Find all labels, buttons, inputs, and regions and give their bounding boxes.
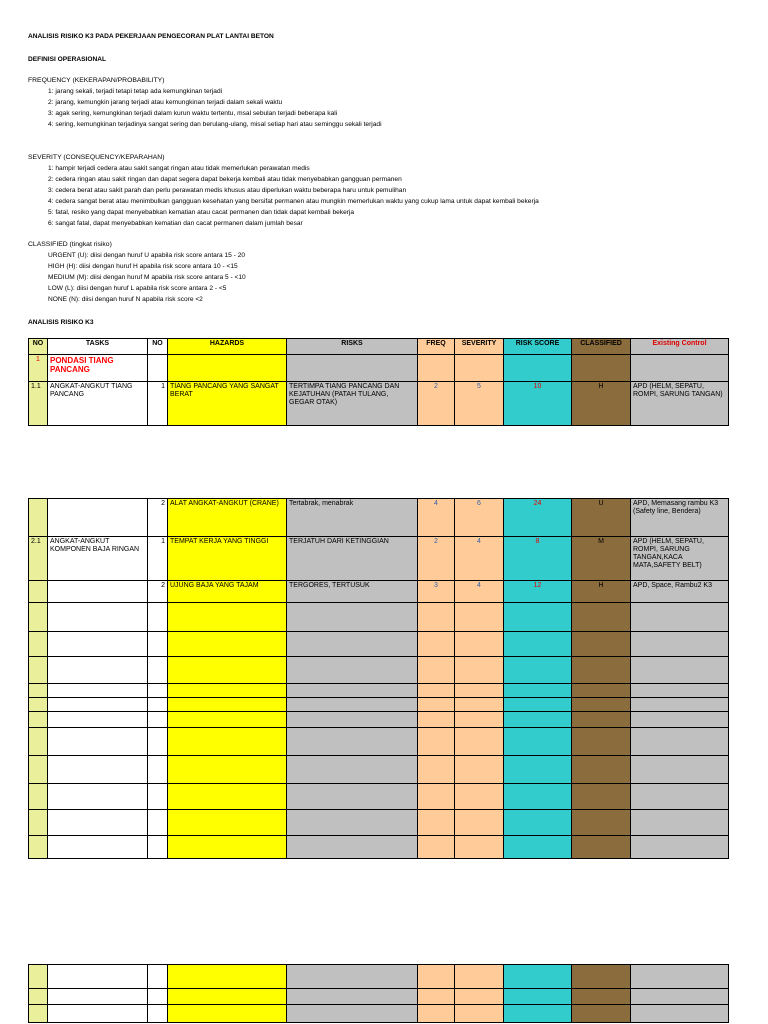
cell-risk [287, 728, 418, 756]
cell-control [631, 603, 729, 632]
cell-no2 [148, 603, 168, 632]
table-row-empty [29, 836, 729, 859]
cell-severity [455, 756, 504, 784]
cell-no [29, 698, 48, 712]
cell-no2 [148, 684, 168, 698]
cell-control [631, 965, 729, 989]
frequency-item: 3: agak sering, kemungkinan terjadi dalam kurun waktu tertentu, msal sebulan terjadi beberapa kali [48, 110, 338, 117]
analysis-heading: ANALISIS RISIKO K3 [28, 319, 94, 326]
cell-risk-score: 10 [504, 382, 572, 426]
cell-no [29, 684, 48, 698]
cell-no [29, 810, 48, 836]
frequency-item: 1: jarang sekali, terjadi tetapi tetap ada kemungkinan terjadi [48, 88, 223, 95]
severity-item: 4: cedera sangat berat atau menimbulkan gangguan kesehatan yang bersifat permanen atau mungkin memerlukan waktu yang cukup lama untuk dapat kembali bekerja [48, 198, 539, 205]
cell-task [48, 603, 148, 632]
cell-control [631, 632, 729, 657]
cell-risk-score [504, 728, 572, 756]
cell-risk-score [504, 756, 572, 784]
cell-control: APD, Space, Rambu2 K3 [631, 581, 729, 603]
cell-risk-score [504, 657, 572, 684]
cell-no2 [148, 712, 168, 728]
cell-risk: TERGORES, TERTUSUK [287, 581, 418, 603]
classified-item: NONE (N): diisi dengan huruf N apabila risk score <2 [48, 296, 203, 303]
cell-control [631, 712, 729, 728]
cell-control [631, 355, 729, 382]
table-row [29, 355, 729, 382]
cell-risk-score [504, 1005, 572, 1023]
cell-no [29, 581, 48, 603]
cell-freq [418, 632, 455, 657]
cell-freq [418, 603, 455, 632]
classified-item: MEDIUM (M): diisi dengan huruf M apabila risk score antara 5 - <10 [48, 274, 246, 281]
cell-control [631, 728, 729, 756]
cell-no [29, 499, 48, 537]
cell-risk [287, 989, 418, 1005]
cell-risk [287, 965, 418, 989]
cell-hazard: UJUNG BAJA YANG TAJAM [168, 581, 287, 603]
cell-classified [572, 712, 631, 728]
cell-freq [418, 728, 455, 756]
cell-severity [455, 784, 504, 810]
cell-classified [572, 355, 631, 382]
cell-task: ANGKAT-ANGKUT KOMPONEN BAJA RINGAN [48, 537, 148, 581]
table-row-empty [29, 756, 729, 784]
classified-item: URGENT (U): diisi dengan huruf U apabila risk score antara 15 - 20 [48, 252, 246, 259]
header-severity: SEVERITY [455, 339, 504, 355]
cell-control: APD (HELM, SEPATU, ROMPI, SARUNG TANGAN,KACA MATA,SAFETY BELT) [631, 537, 729, 581]
cell-no [29, 657, 48, 684]
severity-item: 1: hampir terjadi cedera atau sakit sangat ringan atau tidak memerlukan perawatan medis [48, 165, 310, 172]
cell-hazard [168, 698, 287, 712]
cell-no [29, 965, 48, 989]
cell-risk [287, 1005, 418, 1023]
header-tasks: TASKS [48, 339, 148, 355]
cell-severity [455, 989, 504, 1005]
cell-risk [287, 355, 418, 382]
cell-no2 [148, 632, 168, 657]
cell-no [29, 756, 48, 784]
cell-risk-score: 24 [504, 499, 572, 537]
header-no: NO [29, 339, 48, 355]
cell-hazard: ALAT ANGKAT-ANGKUT (CRANE) [168, 499, 287, 537]
cell-risk [287, 684, 418, 698]
cell-classified [572, 728, 631, 756]
cell-classified [572, 784, 631, 810]
cell-hazard [168, 632, 287, 657]
table-row [29, 499, 729, 537]
cell-no2 [148, 698, 168, 712]
cell-no [29, 603, 48, 632]
cell-classified [572, 989, 631, 1005]
cell-no2 [148, 355, 168, 382]
cell-freq [418, 989, 455, 1005]
header-no2: NO [148, 339, 168, 355]
cell-severity [455, 836, 504, 859]
cell-classified [572, 756, 631, 784]
cell-control [631, 784, 729, 810]
cell-risk [287, 784, 418, 810]
cell-task [48, 657, 148, 684]
cell-task [48, 698, 148, 712]
cell-freq: 3 [418, 581, 455, 603]
cell-no2: 2 [148, 499, 168, 537]
cell-control [631, 989, 729, 1005]
frequency-item: 4: sering, kemungkinan terjadinya sangat sering dan berulang-ulang, misal setiap hari atau seminggu sekali terjadi [48, 121, 382, 128]
header-freq: FREQ [418, 339, 455, 355]
table-row-empty [29, 1005, 729, 1023]
cell-control: APD, Memasang rambu K3 (Safety line, Bendera) [631, 499, 729, 537]
cell-risk-score [504, 836, 572, 859]
cell-risk [287, 810, 418, 836]
table-row-empty [29, 603, 729, 632]
cell-control: APD (HELM, SEPATU, ROMPI, SARUNG TANGAN) [631, 382, 729, 426]
cell-control [631, 698, 729, 712]
cell-no2 [148, 810, 168, 836]
cell-hazard [168, 684, 287, 698]
severity-item: 2: cedera ringan atau sakit ringan dan dapat segera dapat bekerja kembali atau tidak menyebabkan gangguan permanen [48, 176, 402, 183]
table-row-empty [29, 784, 729, 810]
cell-severity [455, 965, 504, 989]
table-row-empty [29, 632, 729, 657]
header-risks: RISKS [287, 339, 418, 355]
cell-freq [418, 684, 455, 698]
cell-freq: 2 [418, 382, 455, 426]
cell-task [48, 499, 148, 537]
cell-task [48, 965, 148, 989]
table-row-empty [29, 989, 729, 1005]
risk-table-bottom [28, 964, 729, 1023]
cell-severity [455, 712, 504, 728]
cell-hazard: TEMPAT KERJA YANG TINGGI [168, 537, 287, 581]
cell-classified [572, 965, 631, 989]
cell-task: ANGKAT-ANGKUT TIANG PANCANG [48, 382, 148, 426]
cell-hazard [168, 728, 287, 756]
cell-classified [572, 684, 631, 698]
cell-no: 1.1 [29, 382, 48, 426]
cell-hazard [168, 810, 287, 836]
cell-risk [287, 603, 418, 632]
cell-classified [572, 657, 631, 684]
cell-severity [455, 698, 504, 712]
cell-no [29, 1005, 48, 1023]
cell-no [29, 728, 48, 756]
cell-task [48, 712, 148, 728]
cell-severity: 4 [455, 537, 504, 581]
table-row [29, 537, 729, 581]
cell-risk-score: 8 [504, 537, 572, 581]
cell-task [48, 632, 148, 657]
cell-risk-score: 12 [504, 581, 572, 603]
cell-task [48, 1005, 148, 1023]
cell-classified [572, 603, 631, 632]
cell-control [631, 684, 729, 698]
cell-risk-score [504, 603, 572, 632]
table-row-empty [29, 657, 729, 684]
table-header-row [29, 339, 729, 355]
cell-risk [287, 632, 418, 657]
cell-no: 2.1 [29, 537, 48, 581]
risk-table-top [28, 338, 729, 426]
cell-no [29, 784, 48, 810]
classified-item: HIGH (H): diisi dengan huruf H apabila risk score antara 10 - <15 [48, 263, 238, 270]
frequency-item: 2: jarang, kemungkin jarang terjadi atau kemungkinan terjadi dalam sekali waktu [48, 99, 283, 106]
cell-no [29, 712, 48, 728]
cell-severity [455, 632, 504, 657]
table-row-empty [29, 684, 729, 698]
cell-freq [418, 965, 455, 989]
cell-risk [287, 698, 418, 712]
table-row [29, 382, 729, 426]
cell-severity [455, 810, 504, 836]
cell-freq [418, 810, 455, 836]
cell-severity [455, 603, 504, 632]
cell-hazard [168, 355, 287, 382]
cell-classified [572, 810, 631, 836]
cell-task [48, 728, 148, 756]
table-row [29, 581, 729, 603]
classified-heading: CLASSIFIED (tingkat risiko) [28, 241, 112, 248]
document-title: ANALISIS RISIKO K3 PADA PEKERJAAN PENGECORAN PLAT LANTAI BETON [28, 33, 274, 40]
cell-no2: 1 [148, 382, 168, 426]
cell-no2 [148, 756, 168, 784]
cell-task [48, 810, 148, 836]
cell-task [48, 784, 148, 810]
cell-no2 [148, 989, 168, 1005]
definition-heading: DEFINISI OPERASIONAL [28, 56, 107, 63]
cell-no2: 1 [148, 537, 168, 581]
cell-task [48, 756, 148, 784]
cell-hazard [168, 989, 287, 1005]
table-row-empty [29, 965, 729, 989]
cell-control [631, 836, 729, 859]
cell-hazard [168, 836, 287, 859]
cell-risk-score [504, 712, 572, 728]
cell-no [29, 632, 48, 657]
cell-no2 [148, 965, 168, 989]
cell-hazard [168, 603, 287, 632]
cell-freq [418, 657, 455, 684]
cell-severity: 6 [455, 499, 504, 537]
cell-freq [418, 756, 455, 784]
cell-no2 [148, 836, 168, 859]
cell-no2 [148, 784, 168, 810]
cell-no2 [148, 1005, 168, 1023]
header-existing-control: Existing Control [631, 339, 729, 355]
cell-classified: M [572, 537, 631, 581]
cell-severity [455, 1005, 504, 1023]
cell-no [29, 836, 48, 859]
cell-classified: U [572, 499, 631, 537]
cell-no2 [148, 728, 168, 756]
cell-no [29, 989, 48, 1005]
cell-risk [287, 836, 418, 859]
table-row-empty [29, 728, 729, 756]
cell-risk [287, 657, 418, 684]
table-row-empty [29, 698, 729, 712]
cell-control [631, 657, 729, 684]
cell-task: PONDASI TIANG PANCANG [48, 355, 148, 382]
cell-risk-score [504, 684, 572, 698]
header-classified: CLASSIFIED [572, 339, 631, 355]
cell-task [48, 684, 148, 698]
cell-classified [572, 632, 631, 657]
cell-classified [572, 836, 631, 859]
cell-classified: H [572, 382, 631, 426]
cell-severity: 5 [455, 382, 504, 426]
cell-freq [418, 698, 455, 712]
classified-item: LOW (L): diisi dengan huruf L apabila risk score antara 2 - <5 [48, 285, 227, 292]
cell-freq [418, 1005, 455, 1023]
cell-control [631, 756, 729, 784]
cell-no2: 2 [148, 581, 168, 603]
cell-risk [287, 712, 418, 728]
cell-control [631, 1005, 729, 1023]
cell-severity [455, 355, 504, 382]
cell-hazard [168, 1005, 287, 1023]
severity-item: 6: sangat fatal, dapat menyebabkan kematian dan cacat permanen dalam jumlah besar [48, 220, 303, 227]
frequency-heading: FREQUENCY (KEKERAPAN/PROBABILITY) [28, 77, 165, 84]
cell-risk-score [504, 698, 572, 712]
cell-risk-score [504, 965, 572, 989]
cell-control [631, 810, 729, 836]
cell-severity [455, 657, 504, 684]
cell-classified [572, 1005, 631, 1023]
cell-risk-score [504, 632, 572, 657]
cell-hazard [168, 657, 287, 684]
cell-task [48, 836, 148, 859]
risk-table-middle [28, 498, 729, 859]
cell-risk-score [504, 810, 572, 836]
cell-freq: 2 [418, 537, 455, 581]
cell-no: 1 [29, 355, 48, 382]
table-row-empty [29, 810, 729, 836]
cell-freq: 4 [418, 499, 455, 537]
cell-risk: TERJATUH DARI KETINGGIAN [287, 537, 418, 581]
cell-risk-score [504, 989, 572, 1005]
cell-hazard: TIANG PANCANG YANG SANGAT BERAT [168, 382, 287, 426]
cell-risk [287, 756, 418, 784]
cell-no2 [148, 657, 168, 684]
header-risk-score: RISK SCORE [504, 339, 572, 355]
cell-risk: TERTIMPA TIANG PANCANG DAN KEJATUHAN (PATAH TULANG, GEGAR OTAK) [287, 382, 418, 426]
cell-task [48, 581, 148, 603]
cell-freq [418, 355, 455, 382]
cell-classified [572, 698, 631, 712]
cell-risk-score [504, 355, 572, 382]
cell-hazard [168, 756, 287, 784]
cell-severity: 4 [455, 581, 504, 603]
cell-freq [418, 712, 455, 728]
severity-heading: SEVERITY (CONSEQUENCY/KEPARAHAN) [28, 154, 165, 161]
severity-item: 3: cedera berat atau sakit parah dan perlu perawatan medis khusus atau diperlukan waktu beberapa haru untuk pemulihan [48, 187, 407, 194]
cell-hazard [168, 784, 287, 810]
cell-classified: H [572, 581, 631, 603]
severity-item: 5: fatal, resiko yang dapat menyebabkan kematian atau cacat permanen dan tidak dapat kembali bekerja [48, 209, 355, 216]
cell-risk-score [504, 784, 572, 810]
header-hazards: HAZARDS [168, 339, 287, 355]
cell-task [48, 989, 148, 1005]
cell-hazard [168, 712, 287, 728]
cell-risk: Tertabrak, menabrak [287, 499, 418, 537]
cell-severity [455, 684, 504, 698]
cell-hazard [168, 965, 287, 989]
table-row-empty [29, 712, 729, 728]
cell-freq [418, 836, 455, 859]
cell-severity [455, 728, 504, 756]
cell-freq [418, 784, 455, 810]
